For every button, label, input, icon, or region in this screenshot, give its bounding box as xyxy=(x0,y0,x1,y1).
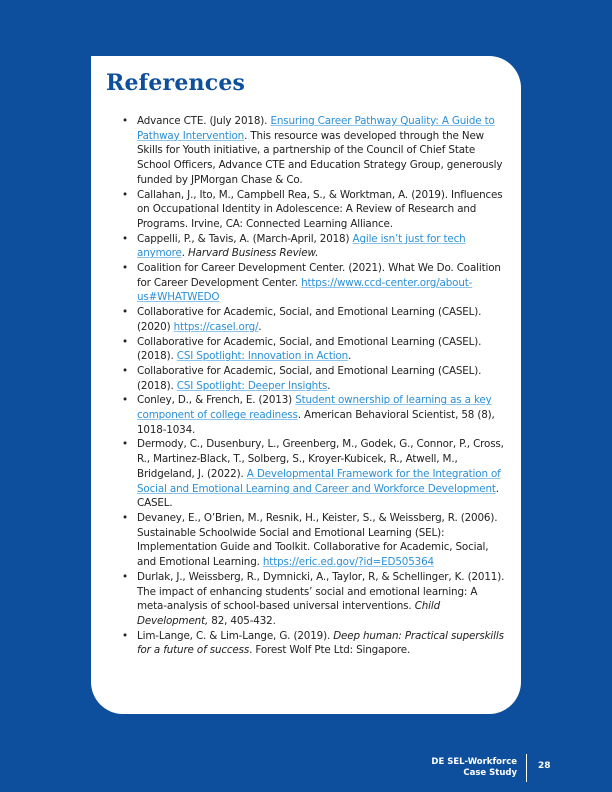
reference-italic-text: Child Development, xyxy=(137,600,441,627)
reference-text: Dermody, C., Dusenbury, L., Greenberg, M., Godek, G., Connor, P., Cross, R., Martinez-Black, T., Solberg, S., Kroyer-Kubicek, R., Atwell, M., Bridgeland, J. (2022). xyxy=(137,438,504,480)
reference-text: Coalition for Career Development Center. (2021). What We Do. Coalition for Career Development Center. xyxy=(137,262,501,289)
reference-italic-text: Harvard Business Review. xyxy=(188,247,319,260)
reference-item xyxy=(122,261,508,305)
reference-text: Durlak, J., Weissberg, R., Dymnicki, A., Taylor, R, & Schellinger, K. (2011). The impact of enhancing students’ social and emotional learning: A meta-analysis of school-based universal interventions. xyxy=(137,570,505,613)
reference-text: Collaborative for Academic, Social, and Emotional Learning (CASEL). (2018). xyxy=(137,335,482,363)
reference-item xyxy=(122,114,508,188)
reference-text: Collaborative for Academic, Social, and Emotional Learning (CASEL). (2020) xyxy=(137,306,482,333)
reference-link[interactable]: https://www.ccd-center.org/about-us#WHATWEDO xyxy=(137,276,473,304)
reference-item xyxy=(122,188,508,232)
reference-item xyxy=(122,629,508,658)
reference-link[interactable]: Agile isn’t just for tech anymore xyxy=(137,232,466,260)
footer-line-2: Case Study xyxy=(463,768,517,778)
reference-list xyxy=(122,114,508,658)
reference-text: 82, 405-432. xyxy=(208,614,276,627)
footer-doc-title xyxy=(357,757,517,779)
reference-link[interactable]: Student ownership of learning as a key component of college readiness xyxy=(137,394,492,422)
reference-item xyxy=(122,335,508,364)
reference-item xyxy=(122,232,508,261)
reference-item xyxy=(122,364,508,393)
reference-text: . CASEL. xyxy=(137,482,499,510)
reference-text: . American Behavioral Scientist, 58 (8), 1018-1034. xyxy=(137,409,495,436)
reference-text: Advance CTE. (July 2018). xyxy=(137,115,271,127)
footer-divider xyxy=(526,754,527,782)
page-number: 28 xyxy=(538,761,551,771)
page-title: References xyxy=(106,70,246,96)
reference-item xyxy=(122,437,508,511)
reference-link[interactable]: A Developmental Framework for the Integration of Social and Emotional Learning and Career and Workforce Development xyxy=(137,467,501,495)
reference-item xyxy=(122,393,508,437)
reference-link[interactable]: CSI Spotlight: Innovation in Action xyxy=(176,350,349,363)
reference-text: . xyxy=(181,247,189,260)
reference-item xyxy=(122,570,508,629)
reference-italic-text: Deep human: Practical superskills for a future of success xyxy=(137,629,504,657)
reference-text: . xyxy=(258,320,262,333)
reference-item xyxy=(122,511,508,570)
reference-link[interactable]: Ensuring Career Pathway Quality: A Guide to Pathway Intervention xyxy=(137,115,495,142)
reference-text: Callahan, J., Ito, M., Campbell Rea, S., & Worktman, A. (2019). Influences on Occupational Identity in Adolescence: A Review of Research and Programs. Irvine, CA: Connected Learning Alliance. xyxy=(137,188,503,230)
reference-link[interactable]: https://casel.org/ xyxy=(173,320,259,333)
reference-link[interactable]: CSI Spotlight: Deeper Insights xyxy=(176,379,328,392)
reference-text: Conley, D., & French, E. (2013) xyxy=(137,394,296,407)
reference-text: . This resource was developed through the New Skills for Youth initiative, a partnership of the Council of Chief State School Officers, Advance CTE and Education Strategy Group, generously funded by JPMorgan Chase & Co. xyxy=(137,129,503,186)
reference-text: . xyxy=(327,379,331,392)
reference-link[interactable]: https://eric.ed.gov/?id=ED505364 xyxy=(262,556,434,569)
reference-text: . xyxy=(348,350,352,363)
reference-text: Lim-Lange, C. & Lim-Lange, G. (2019). xyxy=(137,629,334,642)
reference-text: Cappelli, P., & Tavis, A. (March-April, 2018) xyxy=(137,232,353,245)
reference-item xyxy=(122,305,508,334)
reference-text: Collaborative for Academic, Social, and Emotional Learning (CASEL). (2018). xyxy=(137,364,482,392)
reference-text: . Forest Wolf Pte Ltd: Singapore. xyxy=(249,644,411,657)
footer-line-1: DE SEL-Workforce xyxy=(431,757,517,767)
reference-text: Devaney, E., O’Brien, M., Resnik, H., Keister, S., & Weissberg, R. (2006). Sustainable Schoolwide Social and Emotional Learning (SEL): Implementation Guide and Toolkit. Collaborative for Academic, Social, and Emotional Learning. xyxy=(137,511,498,569)
